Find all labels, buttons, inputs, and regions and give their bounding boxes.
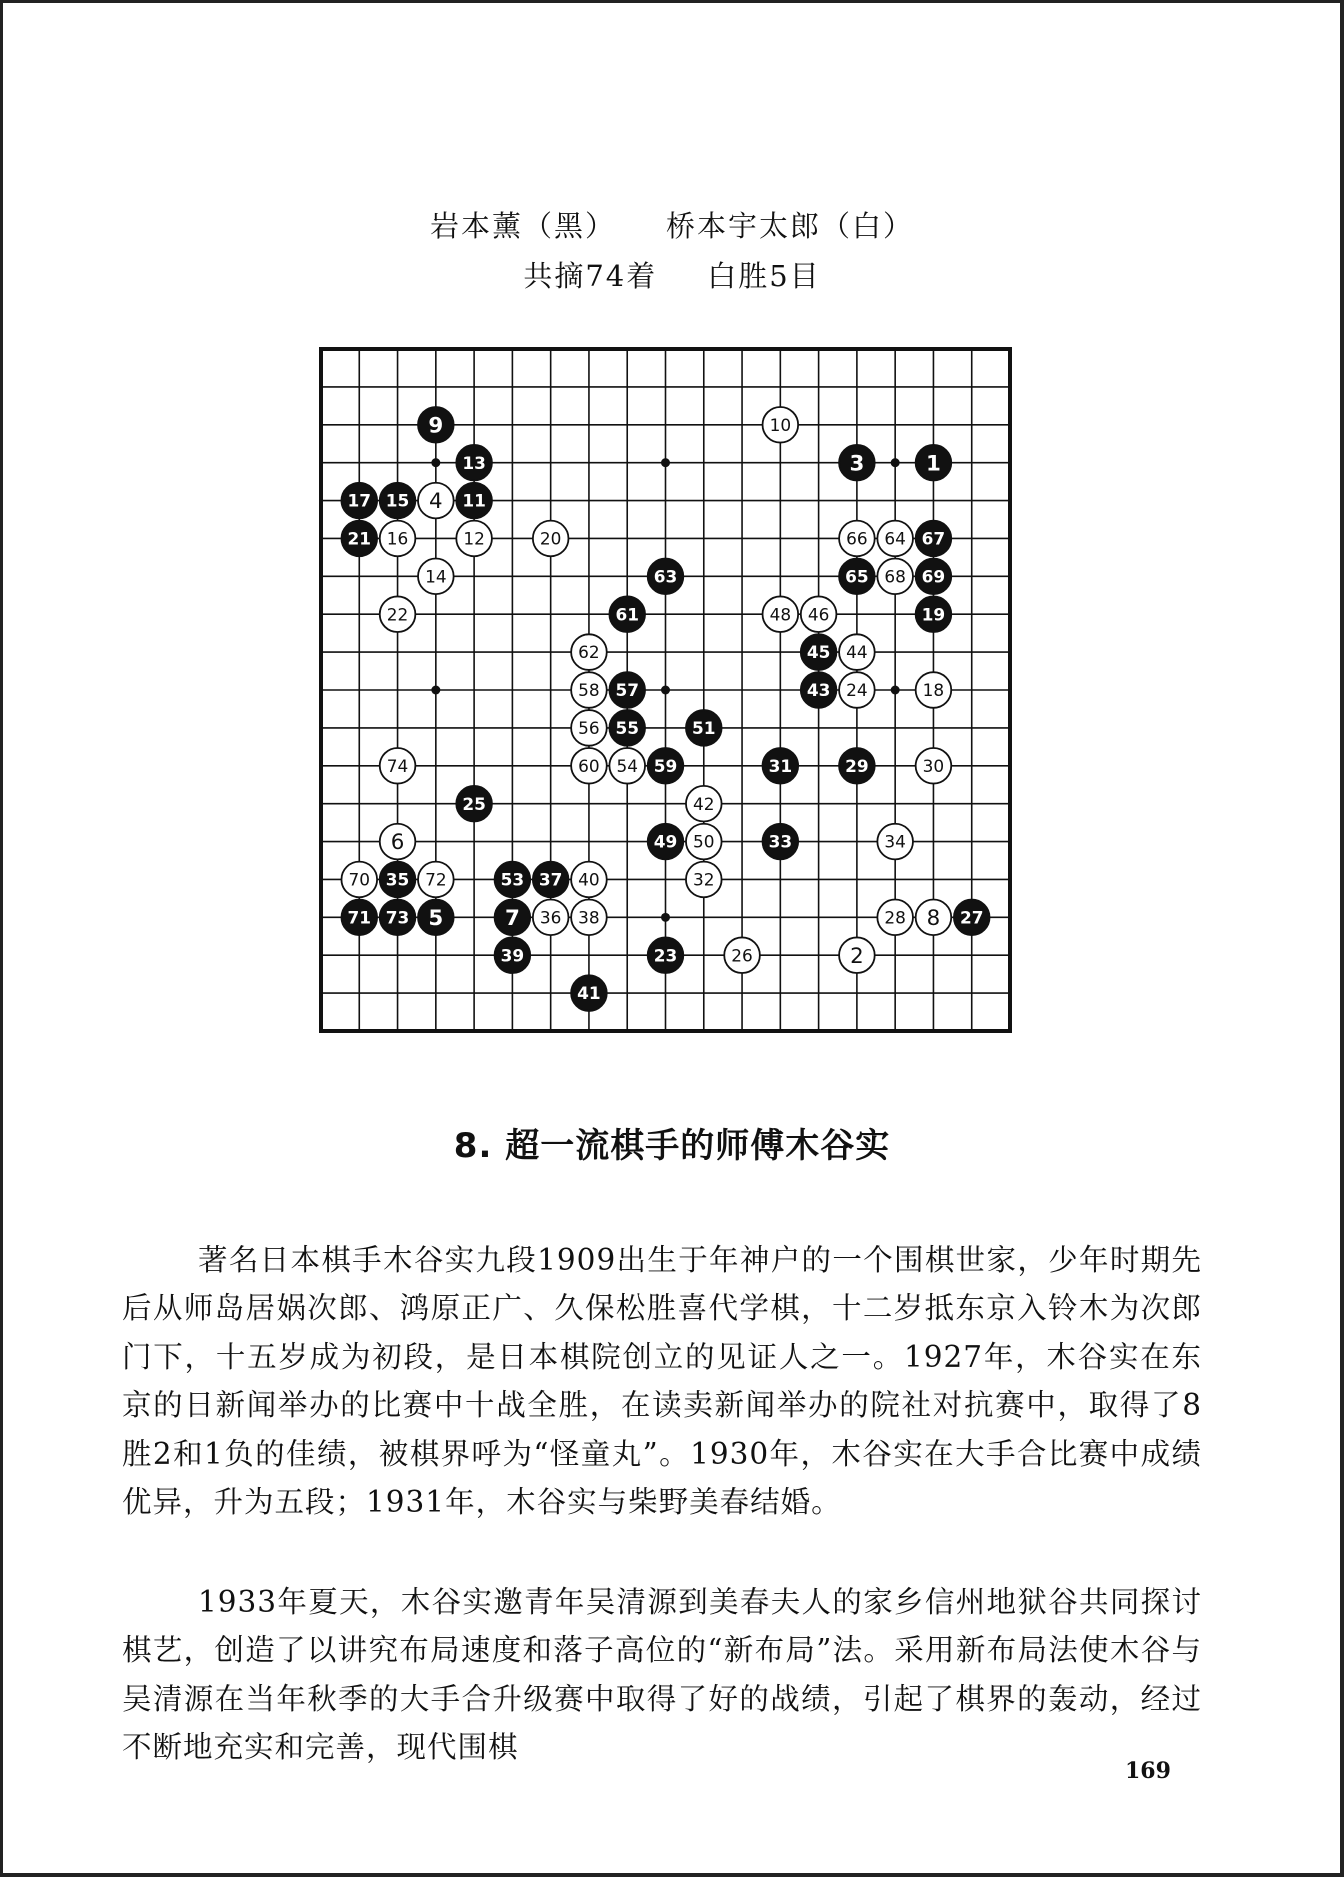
stone-number-28: 28 — [884, 907, 906, 928]
stone-number-12: 12 — [463, 528, 485, 549]
stone-number-27: 27 — [959, 907, 984, 928]
stone-number-62: 62 — [578, 642, 600, 663]
stone-number-61: 61 — [615, 604, 639, 625]
star-point — [891, 686, 900, 695]
stone-number-7: 7 — [504, 906, 520, 932]
star-point — [431, 686, 440, 695]
stone-number-35: 35 — [385, 869, 410, 890]
star-point — [661, 458, 670, 467]
stone-number-21: 21 — [347, 528, 372, 549]
game-players — [0, 204, 1344, 245]
stone-number-57: 57 — [615, 680, 639, 701]
star-point — [891, 458, 900, 467]
stone-number-53: 53 — [500, 869, 525, 890]
stone-number-40: 40 — [578, 869, 600, 890]
page-number: 169 — [1125, 1758, 1171, 1784]
stone-number-33: 33 — [768, 831, 793, 852]
stone-number-2: 2 — [850, 943, 864, 969]
stone-number-44: 44 — [846, 642, 868, 663]
stone-number-54: 54 — [616, 755, 638, 776]
stone-number-70: 70 — [348, 869, 371, 890]
stone-number-1: 1 — [926, 451, 941, 477]
star-point — [661, 686, 670, 695]
stone-number-15: 15 — [385, 490, 410, 511]
stone-number-5: 5 — [428, 906, 444, 932]
stone-number-58: 58 — [578, 680, 600, 701]
stone-number-31: 31 — [768, 755, 793, 776]
stone-number-17: 17 — [347, 490, 372, 511]
moves-count: 共摘74着 — [523, 259, 658, 293]
stone-number-29: 29 — [845, 755, 869, 776]
stone-number-30: 30 — [922, 755, 945, 776]
stone-number-16: 16 — [386, 528, 409, 549]
stone-number-39: 39 — [500, 945, 525, 966]
stone-number-49: 49 — [653, 831, 678, 852]
scan-border-bottom — [0, 1873, 1344, 1877]
stone-number-73: 73 — [385, 907, 410, 928]
stone-number-46: 46 — [807, 604, 830, 625]
stone-number-55: 55 — [615, 717, 639, 738]
stone-number-19: 19 — [921, 604, 946, 625]
stone-number-38: 38 — [578, 907, 600, 928]
stone-number-51: 51 — [692, 717, 716, 738]
stone-number-74: 74 — [386, 755, 409, 776]
stone-number-34: 34 — [884, 831, 906, 852]
stone-number-60: 60 — [578, 755, 600, 776]
stone-number-43: 43 — [806, 680, 831, 701]
stone-number-32: 32 — [693, 869, 715, 890]
stone-number-50: 50 — [693, 831, 715, 852]
stone-number-18: 18 — [922, 680, 945, 701]
stone-number-10: 10 — [769, 414, 792, 435]
stone-number-69: 69 — [921, 566, 946, 587]
stone-number-26: 26 — [731, 945, 753, 966]
stone-number-68: 68 — [884, 566, 906, 587]
stone-number-23: 23 — [653, 945, 678, 966]
stone-number-41: 41 — [577, 983, 601, 1004]
stone-number-6: 6 — [390, 830, 405, 856]
stone-number-56: 56 — [578, 717, 600, 738]
stone-number-59: 59 — [653, 755, 678, 776]
stone-number-9: 9 — [428, 413, 444, 439]
stone-number-25: 25 — [462, 793, 486, 814]
stone-number-63: 63 — [653, 566, 678, 587]
star-point — [661, 913, 670, 922]
stone-number-37: 37 — [538, 869, 563, 890]
stone-number-13: 13 — [462, 452, 486, 473]
stone-number-45: 45 — [806, 642, 831, 663]
body-paragraph-1: 著名日本棋手木谷实九段1909出生于年神户的一个围棋世家，少年时期先后从师岛居娲次郎、鸿原正广、久保松胜喜代学棋，十二岁抵东京入铃木为次郎门下，十五岁成为初段，是日本棋院创立的见证人之一。1927年，木谷实在东京的日新闻举办的比赛中十战全胜，在读卖新闻举办的院社对抗赛中，取得了8胜2和1负的佳绩，被棋界呼为“怪童丸”。1930年，木谷实在大手合比赛中成绩优异，升为五段；1931年，木谷实与柴野美春结婚。 — [122, 1242, 1202, 1519]
stone-number-67: 67 — [921, 528, 946, 549]
game-summary — [0, 254, 1344, 295]
stone-number-11: 11 — [462, 490, 486, 511]
stone-number-48: 48 — [769, 604, 792, 625]
white-player: 桥本宇太郎（白） — [666, 209, 915, 243]
stone-number-72: 72 — [425, 869, 447, 890]
stone-number-20: 20 — [539, 528, 562, 549]
game-result: 白胜5目 — [707, 259, 821, 293]
stone-number-66: 66 — [846, 528, 868, 549]
stone-number-8: 8 — [926, 906, 941, 932]
stone-number-42: 42 — [693, 793, 715, 814]
stone-number-22: 22 — [386, 604, 409, 625]
stone-number-24: 24 — [846, 680, 868, 701]
stone-number-14: 14 — [425, 566, 447, 587]
black-player: 岩本薰（黑） — [429, 209, 616, 243]
go-board-diagram — [317, 345, 1014, 1035]
stone-number-64: 64 — [884, 528, 906, 549]
stone-number-36: 36 — [539, 907, 562, 928]
stone-number-4: 4 — [429, 489, 443, 515]
stone-number-71: 71 — [347, 907, 372, 928]
go-board — [317, 345, 1014, 1035]
body-paragraph-2: 1933年夏天，木谷实邀青年吴清源到美春夫人的家乡信州地狱谷共同探讨棋艺，创造了以讲究布局速度和落子高位的“新布局”法。采用新布局法使木谷与吴清源在当年秋季的大手合升级赛中取得了好的战绩，引起了棋界的轰动，经过不断地充实和完善，现代围棋 — [122, 1584, 1202, 1764]
scan-border-top — [0, 0, 1344, 3]
star-point — [431, 458, 440, 467]
section-title: 8. 超一流棋手的师傅木谷实 — [453, 1126, 891, 1166]
stone-number-65: 65 — [845, 566, 869, 587]
stone-number-3: 3 — [849, 451, 865, 477]
